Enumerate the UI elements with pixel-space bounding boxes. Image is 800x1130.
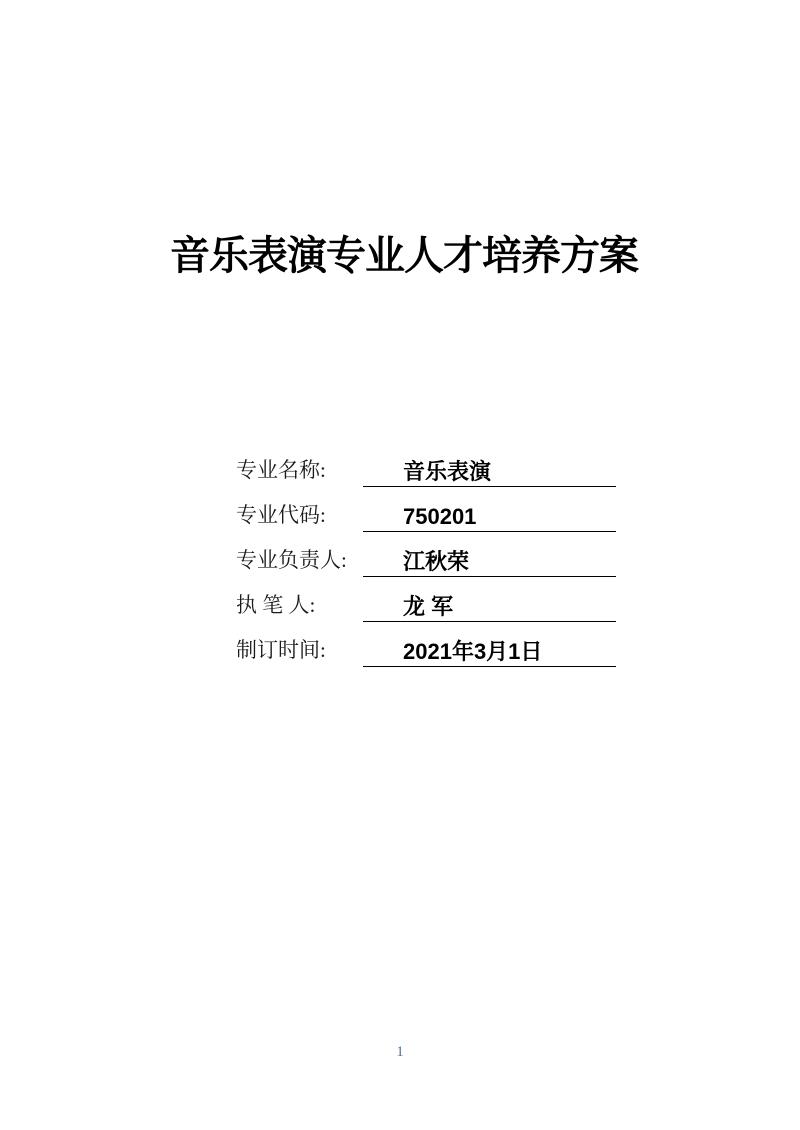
form-row-date: [236, 622, 616, 667]
author-value: 龙 军: [363, 594, 616, 622]
page-title: 音乐表演专业人才培养方案: [170, 234, 638, 278]
cover-info-form: [236, 442, 616, 667]
date-label: 制订时间:: [236, 638, 326, 662]
form-row-major-name: [236, 442, 616, 487]
major-leader-label: 专业负责人:: [236, 548, 347, 572]
date-value: 2021年3月1日: [363, 639, 616, 667]
major-code-value: 750201: [363, 504, 616, 532]
major-leader-value: 江秋荣: [363, 549, 616, 577]
form-row-major-leader: [236, 532, 616, 577]
major-name-value: 音乐表演: [363, 459, 616, 487]
author-label: 执 笔 人:: [236, 593, 316, 617]
form-row-major-code: [236, 487, 616, 532]
major-code-label: 专业代码:: [236, 503, 326, 527]
page-number: 1: [396, 1044, 404, 1060]
form-row-author: [236, 577, 616, 622]
major-name-label: 专业名称:: [236, 458, 326, 482]
